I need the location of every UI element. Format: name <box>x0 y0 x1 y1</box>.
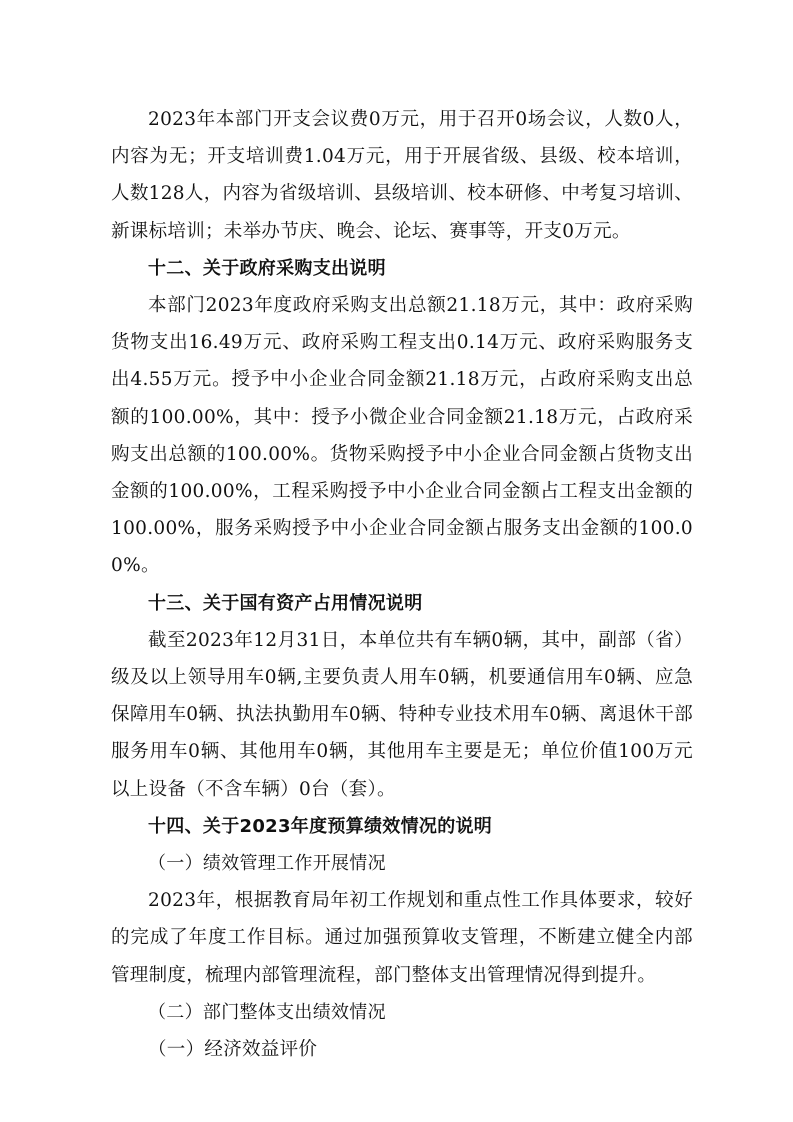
paragraph-state-assets: 截至2023年12月31日，本单位共有车辆0辆，其中，副部（省）级及以上领导用车0辆,主要负责人用车0辆，机要通信用车0辆、应急保障用车0辆、执法执勤用车0辆、特种专业技术用车0辆、离退休干部服务用车0辆、其他用车0辆，其他用车主要是无；单位价值100万元以上设备（不含车辆）0台（套）。 <box>111 629 693 800</box>
subsubheading-economic-benefit: （一）经济效益评价 <box>148 1039 318 1061</box>
document-body <box>111 101 693 1068</box>
paragraph-performance-management: 2023年，根据教育局年初工作规划和重点性工作具体要求，较好的完成了年度工作目标。通过加强预算收支管理，不断建立健全内部管理制度，梳理内部管理流程，部门整体支出管理情况得到提升。 <box>111 890 693 986</box>
heading-state-assets: 十三、关于国有资产占用情况说明 <box>148 592 423 614</box>
subheading-overall-expenditure: （二）部门整体支出绩效情况 <box>148 1001 386 1023</box>
paragraph-government-procurement: 本部门2023年度政府采购支出总额21.18万元，其中：政府采购货物支出16.49万元、政府采购工程支出0.14万元、政府采购服务支出4.55万元。授予中小企业合同金额21.18万元，占政府采购支出总额的100.00%，其中：授予小微企业合同金额21.18万元，占政府采购支出总额的100.00%。货物采购授予中小企业合同金额占货物支出金额的100.00%，工程采购授予中小企业合同金额占工程支出金额的100.00%，服务采购授予中小企业合同金额占服务支出金额的100.00%。 <box>111 295 693 577</box>
heading-government-procurement: 十二、关于政府采购支出说明 <box>148 257 386 279</box>
heading-budget-performance: 十四、关于2023年度预算绩效情况的说明 <box>148 815 493 837</box>
paragraph-meeting-training-expenses: 2023年本部门开支会议费0万元，用于召开0场会议，人数0人，内容为无；开支培训费1.04万元，用于开展省级、县级、校本培训，人数128人，内容为省级培训、县级培训、校本研修、中考复习培训、新课标培训；未举办节庆、晚会、论坛、赛事等，开支0万元。 <box>111 109 693 242</box>
subheading-performance-management: （一）绩效管理工作开展情况 <box>148 853 386 875</box>
